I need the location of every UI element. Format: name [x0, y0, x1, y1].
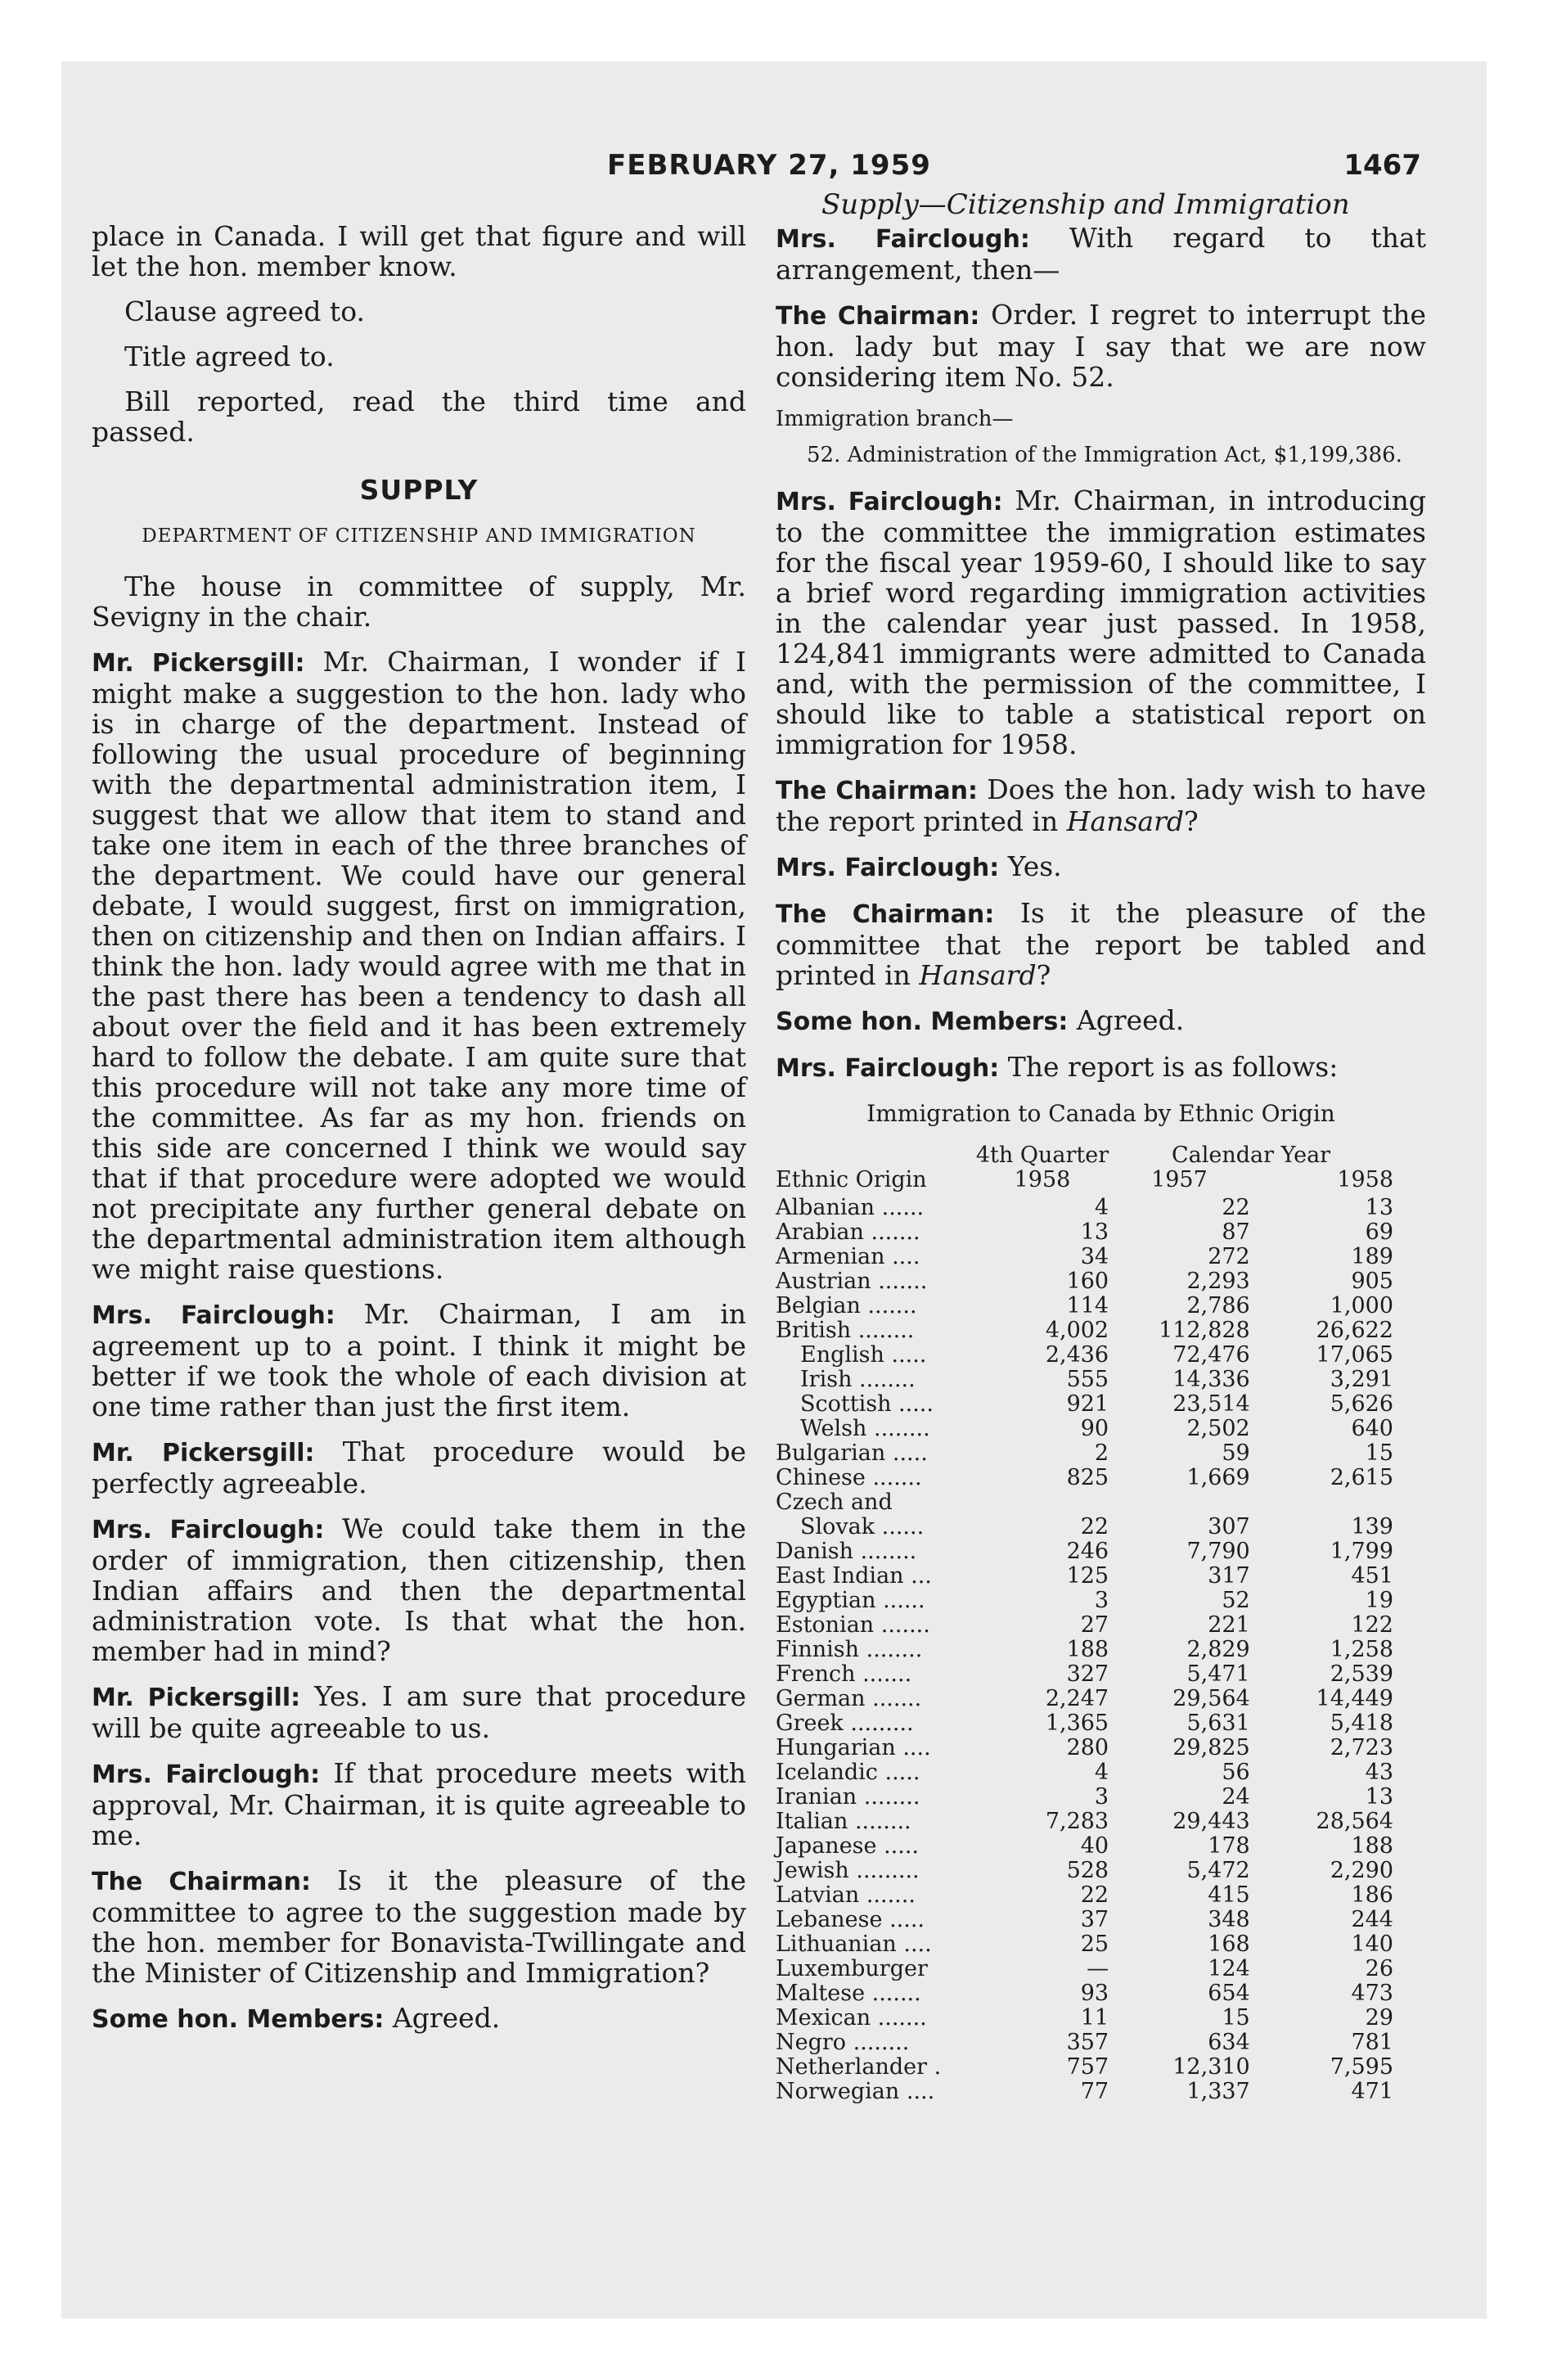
table-cell-c1957: 124 — [1208, 1956, 1250, 1981]
table-cell-c1958: 905 — [1351, 1269, 1393, 1294]
table-cell-q1958: 246 — [1066, 1539, 1109, 1564]
table-cell-c1958 — [1250, 1490, 1393, 1515]
table-cell-origin: Icelandic ..... — [776, 1760, 920, 1785]
table-cell-c1957: 221 — [1208, 1612, 1250, 1638]
speaker: Mrs. Fairclough: — [776, 854, 1000, 882]
speech-text: That procedure would be perfectly agreeable. — [92, 1436, 747, 1499]
table-cell-q1958: 188 — [1066, 1637, 1109, 1662]
immigration-table — [776, 1143, 1393, 2104]
speech-text: We could take them in the order of immigration, then citizenship, then Indian affairs and then the departmental administration vote. Is that what the hon. member had in mind? — [92, 1512, 746, 1667]
left-column — [92, 221, 746, 2049]
table-cell-c1957: 72,476 — [1172, 1342, 1250, 1368]
table-cell-origin: Maltese ....... — [776, 1981, 921, 2006]
table-row — [776, 1392, 1393, 1417]
table-caption: Immigration to Canada by Ethnic Origin — [866, 1100, 1335, 1127]
table-cell-c1957: 29,443 — [1172, 1809, 1250, 1834]
table-cell-origin: Netherlander . — [776, 2054, 942, 2080]
table-cell-origin: Armenian .... — [776, 1244, 920, 1269]
table-row — [776, 1220, 1393, 1245]
speaker: Mrs. Fairclough: — [776, 488, 1003, 516]
table-cell-c1957 — [1109, 1490, 1250, 1515]
table-row — [776, 1196, 1393, 1220]
table-cell-c1957: 272 — [1208, 1244, 1250, 1269]
speech-text: Yes. I am sure that procedure will be quite agreeable to us. — [92, 1680, 746, 1744]
table-cell-c1957: 24 — [1222, 1784, 1250, 1810]
speech-text: Order. I regret to interrupt the hon. lady but may I say that we are now considering item No. 52. — [776, 299, 1426, 393]
table-cell-c1958: 2,615 — [1330, 1465, 1393, 1490]
table-cell-q1958: 13 — [1080, 1219, 1109, 1245]
table-cell-c1958: 15 — [1365, 1440, 1393, 1466]
speech — [776, 851, 1426, 883]
paragraph: Bill reported, read the third time and passed. — [92, 385, 746, 448]
table-cell-c1958: 2,539 — [1330, 1661, 1393, 1687]
table-cell-origin: Danish ........ — [776, 1539, 917, 1564]
table-cell-origin: Mexican ....... — [776, 2005, 927, 2031]
speaker: Mrs. Fairclough: — [92, 1301, 335, 1330]
speaker: Mrs. Fairclough: — [776, 1054, 1000, 1083]
paragraph: Title agreed to. — [124, 340, 335, 372]
table-cell-q1958: 4 — [1094, 1195, 1109, 1220]
table-row — [776, 1760, 1393, 1785]
table-cell-origin: Chinese ....... — [776, 1465, 922, 1490]
table-row — [776, 1294, 1393, 1318]
table-cell-c1957: 2,786 — [1186, 1293, 1250, 1318]
table-cell-origin: Finnish ........ — [776, 1637, 923, 1662]
table-cell-origin: German ....... — [776, 1686, 922, 1711]
table-cell-origin: Welsh ........ — [800, 1416, 930, 1441]
table-cell-origin: Albanian ...... — [776, 1195, 925, 1220]
table-cell-q1958: 357 — [1066, 2030, 1109, 2055]
table-row — [776, 1269, 1393, 1294]
table-cell-q1958: 2,436 — [1045, 1342, 1109, 1368]
table-cell-origin: Egyptian ...... — [776, 1588, 925, 1613]
table-cell-c1957: 348 — [1208, 1907, 1250, 1932]
table-cell-c1958: 28,564 — [1316, 1809, 1393, 1834]
table-cell-origin: Arabian ....... — [776, 1219, 920, 1245]
speech — [776, 774, 1426, 836]
table-header-c1958: 1958 — [1337, 1167, 1393, 1192]
table-cell-c1958: 140 — [1351, 1931, 1393, 1957]
speech-text: Mr. Chairman, I wonder if I might make a suggestion to the hon. lady who is in charge of the department. Instead of following the usual procedure of beginning with the departmental administration item, I suggest that we allow that item to stand and take one item in each of the three branches of the department. We could have our general debate, I would suggest, first on immigration, then on citizenship and then on Indian affairs. I think the hon. lady would agree with me that in the past there has been a tendency to dash all about over the field and it has been extremely hard to follow the debate. I am quite sure that this procedure will not take any more time of the committee. As far as my hon. friends on this side are concerned I think we would say that if that procedure were adopted we would not precipitate any further general debate on the departmental administration item although we might raise questions. — [92, 646, 746, 1285]
table-row — [776, 1981, 1393, 2006]
table-cell-q1958: 3 — [1094, 1588, 1109, 1613]
table-cell-q1958: 11 — [1080, 2005, 1109, 2031]
speaker: Some hon. Members: — [92, 2005, 385, 2034]
speech — [776, 485, 1426, 760]
table-cell-c1957: 654 — [1208, 1981, 1250, 2006]
table-cell-q1958: 2 — [1094, 1440, 1109, 1466]
table-cell-c1957: 2,293 — [1186, 1269, 1250, 1294]
table-row — [776, 2006, 1393, 2031]
table-cell-q1958: 40 — [1080, 1833, 1109, 1859]
table-cell-c1958: 451 — [1351, 1563, 1393, 1589]
italic-text: Hansard — [919, 959, 1037, 991]
speech — [776, 898, 1426, 990]
table-cell-origin: Jewish ......... — [776, 1858, 920, 1883]
table-header-calendar: Calendar Year — [1172, 1143, 1331, 1168]
table-row — [776, 1515, 1393, 1539]
table-row — [776, 1589, 1393, 1613]
table-row — [776, 1539, 1393, 1564]
table-cell-q1958: 921 — [1066, 1391, 1109, 1417]
table-cell-c1957: 87 — [1222, 1219, 1250, 1245]
table-cell-c1958: 1,799 — [1330, 1539, 1393, 1564]
table-cell-c1958: 26,622 — [1316, 1318, 1393, 1343]
table-cell-q1958: 125 — [1066, 1563, 1109, 1589]
table-cell-c1957: 307 — [1208, 1514, 1250, 1539]
speech-text: ? — [1183, 805, 1199, 837]
table-cell-c1958: 13 — [1365, 1784, 1393, 1810]
speech-text: Agreed. — [384, 2002, 501, 2034]
speech — [776, 300, 1426, 392]
table-cell-c1957: 22 — [1222, 1195, 1250, 1220]
table-cell-c1957: 56 — [1222, 1760, 1250, 1785]
table-cell-c1957: 168 — [1208, 1931, 1250, 1957]
table-cell-origin: Irish ........ — [800, 1367, 916, 1392]
table-cell-c1958: 2,290 — [1330, 1858, 1393, 1883]
speech — [92, 647, 746, 1284]
speech — [92, 1299, 746, 1422]
table-cell-c1958: 188 — [1351, 1833, 1393, 1859]
table-cell-origin: Belgian ....... — [776, 1293, 917, 1318]
speech — [776, 1052, 1426, 1084]
speech-text: Is it the pleasure of the committee that the report be tabled and printed in — [776, 897, 1426, 991]
table-cell-origin: Lithuanian .... — [776, 1931, 932, 1957]
speech — [92, 2003, 746, 2035]
table-cell-origin: East Indian ... — [776, 1563, 932, 1589]
table-cell-c1957: 2,829 — [1186, 1637, 1250, 1662]
speech-text: Mr. Chairman, in introducing to the committee the immigration estimates for the fiscal year 1959-60, I should like to say a brief word regarding immigration activities in the calendar year just passed. In 1958, 124,841 immigrants were admitted to Canada and, with the permission of the committee, I should like to table a statistical report on immigration for 1958. — [776, 485, 1426, 760]
speech-text: Agreed. — [1068, 1004, 1185, 1036]
table-header-quarter: 4th Quarter — [975, 1143, 1109, 1168]
table-cell-q1958: 280 — [1066, 1735, 1109, 1760]
speaker: Mr. Pickersgill: — [92, 649, 305, 678]
table-cell-origin: Luxemburger — [776, 1956, 928, 1981]
table-header-row — [776, 1168, 1393, 1196]
table-cell-c1957: 178 — [1208, 1833, 1250, 1859]
speech — [92, 1681, 746, 1743]
table-row — [776, 1957, 1393, 1981]
speech-text: Does the hon. lady wish to have the report printed in — [776, 773, 1426, 837]
table-cell-c1957: 59 — [1222, 1440, 1250, 1466]
speech — [92, 1513, 746, 1666]
italic-text: Hansard — [1066, 805, 1184, 837]
table-cell-q1958: 22 — [1080, 1882, 1109, 1908]
table-cell-c1957: 29,564 — [1172, 1686, 1250, 1711]
table-cell-c1958: 244 — [1351, 1907, 1393, 1932]
table-cell-origin: Japanese ..... — [776, 1833, 919, 1859]
table-cell-q1958: 757 — [1066, 2054, 1109, 2080]
table-cell-origin: British ........ — [776, 1318, 915, 1343]
speech-text: ? — [1036, 959, 1051, 991]
table-cell-c1958: 5,626 — [1330, 1391, 1393, 1417]
table-cell-q1958: 2,247 — [1045, 1686, 1109, 1711]
paragraph: The house in committee of supply, Mr. Sevigny in the chair. — [92, 570, 746, 633]
table-cell-origin: Norwegian .... — [776, 2079, 935, 2104]
table-row — [776, 1368, 1393, 1392]
table-cell-c1957: 5,471 — [1186, 1661, 1250, 1687]
table-row — [776, 1736, 1393, 1760]
table-cell-c1957: 5,472 — [1186, 1858, 1250, 1883]
table-cell-origin: Scottish ..... — [800, 1391, 934, 1417]
table-cell-origin: Iranian ........ — [776, 1784, 920, 1810]
table-cell-q1958: 37 — [1080, 1907, 1109, 1932]
table-cell-q1958: 4 — [1094, 1760, 1109, 1785]
table-header-row — [776, 1143, 1393, 1168]
table-cell-c1957: 52 — [1222, 1588, 1250, 1613]
table-row — [776, 1613, 1393, 1638]
table-cell-c1958: 471 — [1351, 2079, 1393, 2104]
table-cell-origin: Estonian ....... — [776, 1612, 930, 1638]
table-cell-q1958: 27 — [1080, 1612, 1109, 1638]
table-cell-origin: Austrian ....... — [776, 1269, 928, 1294]
speaker: Mrs. Fairclough: — [92, 1760, 321, 1789]
table-cell-c1958: 26 — [1365, 1956, 1393, 1981]
table-cell-origin: Italian ........ — [776, 1809, 911, 1834]
table-header-c1957: 1957 — [1151, 1167, 1208, 1192]
table-header-origin: Ethnic Origin — [776, 1167, 927, 1192]
table-cell-c1958: 17,065 — [1316, 1342, 1393, 1368]
table-cell-q1958: 34 — [1080, 1244, 1109, 1269]
table-cell-c1957: 5,631 — [1186, 1711, 1250, 1736]
table-cell-origin: French ....... — [776, 1661, 912, 1687]
table-row — [776, 1859, 1393, 1883]
table-row — [776, 1318, 1393, 1343]
table-row — [776, 1441, 1393, 1466]
speech-text: If that procedure meets with approval, Mr. Chairman, it is quite agreeable to me. — [92, 1757, 746, 1851]
table-cell-c1957: 415 — [1208, 1882, 1250, 1908]
table-cell-c1958: 14,449 — [1316, 1686, 1393, 1711]
speaker: Mrs. Fairclough: — [92, 1516, 325, 1544]
table-cell-q1958: 3 — [1094, 1784, 1109, 1810]
right-column — [776, 223, 1426, 2104]
table-cell-c1957: 15 — [1222, 2005, 1250, 2031]
section-heading: SUPPLY — [359, 474, 479, 506]
table-cell-c1958: 19 — [1365, 1588, 1393, 1613]
table-cell-c1958: 13 — [1365, 1195, 1393, 1220]
table-cell-c1957: 2,502 — [1186, 1416, 1250, 1441]
table-cell-origin: Greek ......... — [776, 1711, 914, 1736]
table-cell-origin: English ..... — [800, 1342, 927, 1368]
table-cell-q1958: 4,002 — [1045, 1318, 1109, 1343]
table-cell-c1958: 640 — [1351, 1416, 1393, 1441]
speech-text: Yes. — [999, 850, 1062, 882]
table-cell-q1958: 7,283 — [1045, 1809, 1109, 1834]
table-cell-c1958: 781 — [1351, 2030, 1393, 2055]
speaker: Mr. Pickersgill: — [92, 1684, 301, 1712]
speech — [92, 1865, 746, 1988]
table-cell-q1958: 327 — [1066, 1661, 1109, 1687]
speech-text: Mr. Chairman, I am in agreement up to a point. I think it might be better if we took the whole of each division at one time rather than just the first item. — [92, 1298, 746, 1422]
table-row — [776, 1908, 1393, 1932]
table-cell-c1958: 122 — [1351, 1612, 1393, 1638]
table-cell-c1958: 2,723 — [1330, 1735, 1393, 1760]
speech — [92, 1436, 746, 1499]
table-row — [776, 1932, 1393, 1957]
table-cell-q1958: 77 — [1080, 2079, 1109, 2104]
page-number: 1467 — [1343, 149, 1421, 182]
table-cell-c1958: 29 — [1365, 2005, 1393, 2031]
table-header-cell — [776, 1143, 976, 1168]
table-cell-origin: Hungarian .... — [776, 1735, 931, 1760]
table-cell-origin: Czech and — [776, 1490, 893, 1515]
table-cell-c1957: 14,336 — [1172, 1367, 1250, 1392]
table-row — [776, 1490, 1393, 1515]
table-row — [776, 1662, 1393, 1687]
table-row — [776, 2055, 1393, 2080]
speech — [776, 223, 1426, 285]
table-cell-origin: Lebanese ..... — [776, 1907, 925, 1932]
table-cell-origin: Negro ........ — [776, 2030, 910, 2055]
table-cell-c1957: 12,310 — [1172, 2054, 1250, 2080]
paragraph: place in Canada. I will get that figure and will let the hon. member know. — [92, 220, 746, 282]
table-cell-q1958: 555 — [1066, 1367, 1109, 1392]
table-cell-q1958: — — [1087, 1956, 1109, 1981]
table-row — [776, 1564, 1393, 1589]
table-cell-c1957: 112,828 — [1159, 1318, 1250, 1343]
table-row — [776, 2031, 1393, 2055]
table-cell-c1957: 29,825 — [1172, 1735, 1250, 1760]
page-date: FEBRUARY 27, 1959 — [607, 149, 931, 182]
table-cell-q1958: 1,365 — [1045, 1711, 1109, 1736]
table-row — [776, 2080, 1393, 2104]
table-cell-c1957: 317 — [1208, 1563, 1250, 1589]
table-cell-q1958: 22 — [1080, 1514, 1109, 1539]
table-header-q1958: 1958 — [1014, 1167, 1071, 1192]
table-cell-c1957: 7,790 — [1186, 1539, 1250, 1564]
table-cell-c1958: 1,000 — [1330, 1293, 1393, 1318]
estimates-item: 52. Administration of the Immigration Act, $1,199,386. — [807, 443, 1402, 467]
table-cell-c1958: 43 — [1365, 1760, 1393, 1785]
table-cell-c1958: 7,595 — [1330, 2054, 1393, 2080]
speaker: Mrs. Fairclough: — [776, 225, 1030, 254]
table-row — [776, 1810, 1393, 1834]
table-row — [776, 1785, 1393, 1810]
paragraph: Clause agreed to. — [124, 295, 365, 327]
table-cell-q1958: 160 — [1066, 1269, 1109, 1294]
speech-text: With regard to that arrangement, then— — [776, 222, 1426, 286]
table-cell-c1957: 634 — [1208, 2030, 1250, 2055]
table-cell-c1958: 139 — [1351, 1514, 1393, 1539]
table-cell-origin: Latvian ....... — [776, 1882, 916, 1908]
table-cell-c1958: 1,258 — [1330, 1637, 1393, 1662]
table-row — [776, 1343, 1393, 1368]
running-subheading: Supply—Citizenship and Immigration — [821, 188, 1350, 221]
table-cell-q1958: 25 — [1080, 1931, 1109, 1957]
table-cell-c1957: 1,337 — [1186, 2079, 1250, 2104]
table-row — [776, 1687, 1393, 1711]
table-cell-q1958: 90 — [1080, 1416, 1109, 1441]
table-cell-c1958: 189 — [1351, 1244, 1393, 1269]
speech-text: The report is as follows: — [999, 1051, 1339, 1083]
speech — [92, 1758, 746, 1850]
table-cell-q1958: 528 — [1066, 1858, 1109, 1883]
speaker: The Chairman: — [776, 302, 980, 331]
table-cell-q1958: 114 — [1066, 1293, 1109, 1318]
table-cell-origin: Slovak ...... — [800, 1514, 925, 1539]
speaker: Mr. Pickersgill: — [92, 1439, 315, 1467]
table-cell-c1957: 1,669 — [1186, 1465, 1250, 1490]
table-cell-origin: Bulgarian ..... — [776, 1440, 928, 1466]
table-cell-c1958: 3,291 — [1330, 1367, 1393, 1392]
table-cell-c1958: 473 — [1351, 1981, 1393, 2006]
estimates-branch: Immigration branch— — [776, 407, 1014, 431]
department-heading: DEPARTMENT OF CITIZENSHIP AND IMMIGRATION — [142, 525, 696, 547]
speaker: The Chairman: — [92, 1868, 311, 1896]
table-cell-q1958 — [976, 1490, 1109, 1515]
table-cell-q1958: 825 — [1066, 1465, 1109, 1490]
table-row — [776, 1711, 1393, 1736]
table-cell-c1958: 5,418 — [1330, 1711, 1393, 1736]
speech — [776, 1005, 1426, 1037]
table-row — [776, 1834, 1393, 1859]
table-cell-q1958: 93 — [1080, 1981, 1109, 2006]
speaker: Some hon. Members: — [776, 1007, 1069, 1036]
table-row — [776, 1466, 1393, 1490]
table-row — [776, 1245, 1393, 1269]
table-row — [776, 1417, 1393, 1441]
speech-text: Is it the pleasure of the committee to agree to the suggestion made by the hon. member for Bonavista-Twillingate and the Minister of Citizenship and Immigration? — [92, 1864, 746, 1989]
table-row — [776, 1638, 1393, 1662]
speaker: The Chairman: — [776, 900, 995, 929]
table-cell-c1958: 186 — [1351, 1882, 1393, 1908]
table-row — [776, 1883, 1393, 1908]
table-cell-c1958: 69 — [1365, 1219, 1393, 1245]
table-cell-c1957: 23,514 — [1172, 1391, 1250, 1417]
speaker: The Chairman: — [776, 777, 978, 805]
